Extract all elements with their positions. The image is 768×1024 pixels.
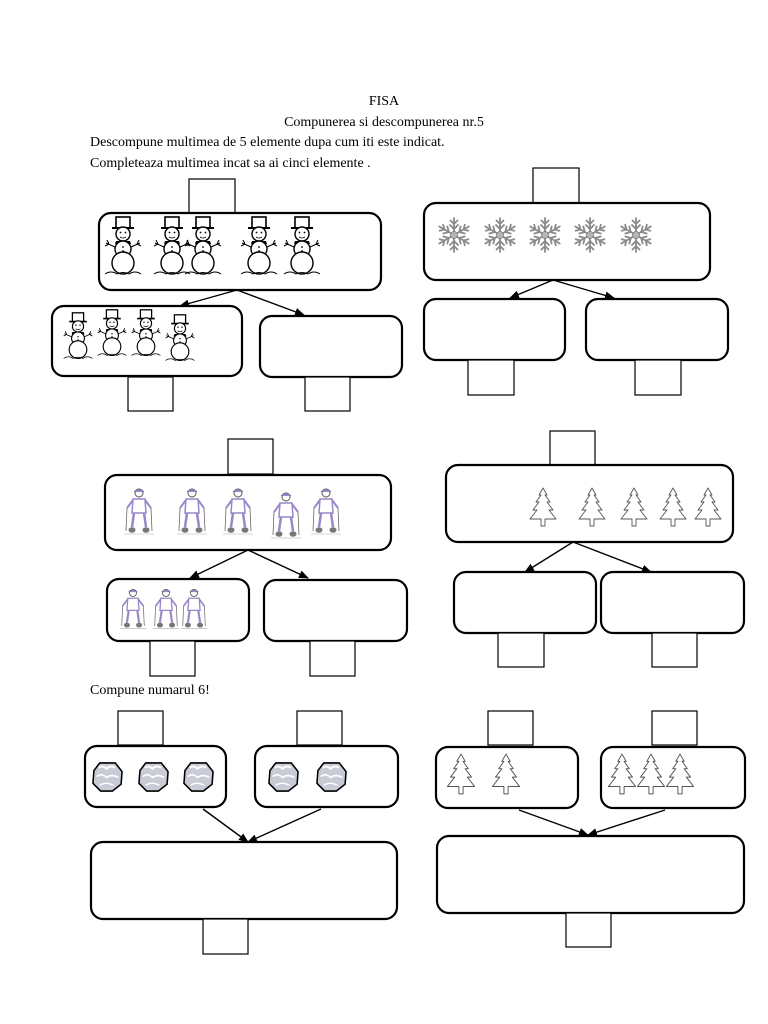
arrow-right	[248, 550, 308, 578]
exercise-fir-trees-compose	[436, 711, 745, 947]
exercise-snowflakes	[424, 168, 728, 395]
exercise-snowmen	[52, 179, 402, 411]
set-box-right[interactable]	[260, 316, 402, 377]
answer-box-right[interactable]	[652, 711, 697, 745]
arrow-left	[510, 280, 553, 298]
answer-box-top[interactable]	[189, 179, 235, 213]
arrow-right	[573, 542, 651, 572]
set-box-right[interactable]	[601, 572, 744, 633]
snowball-icon	[184, 763, 213, 791]
snowball-icon	[269, 763, 298, 791]
arrow-left	[203, 809, 248, 842]
answer-box-right[interactable]	[652, 633, 697, 667]
answer-box-right[interactable]	[305, 377, 350, 411]
answer-box-left[interactable]	[468, 360, 514, 395]
exercise-snowballs-compose	[85, 711, 398, 954]
answer-box-left[interactable]	[150, 641, 195, 676]
arrow-right	[588, 810, 665, 835]
arrow-right	[248, 809, 321, 842]
set-box-whole	[99, 213, 381, 290]
answer-box-right[interactable]	[635, 360, 681, 395]
section-heading-compose: Compune numarul 6!	[90, 683, 210, 698]
answer-box-left[interactable]	[128, 377, 173, 411]
answer-box-top[interactable]	[533, 168, 579, 203]
answer-box-bottom[interactable]	[203, 919, 248, 954]
arrow-left	[190, 550, 248, 578]
set-box-whole[interactable]	[437, 836, 744, 913]
arrow-right	[237, 290, 304, 315]
page-title: FISA	[368, 94, 400, 109]
set-box-left[interactable]	[454, 572, 596, 633]
instruction-line-1: Descompune multimea de 5 elemente dupa cum iti este indicat.	[90, 135, 445, 150]
arrow-left	[519, 810, 588, 835]
set-box-right[interactable]	[264, 580, 407, 641]
answer-box-right[interactable]	[297, 711, 342, 745]
set-box-left[interactable]	[424, 299, 565, 360]
exercise-skiers	[105, 439, 407, 676]
arrow-left	[180, 290, 237, 306]
answer-box-top[interactable]	[550, 431, 595, 465]
page-subtitle: Compunerea si descompunerea nr.5	[284, 115, 484, 130]
set-box-whole	[105, 475, 391, 550]
instruction-line-2: Completeaza multimea incat sa ai cinci elemente .	[90, 156, 371, 171]
set-box-whole[interactable]	[91, 842, 397, 919]
answer-box-top[interactable]	[228, 439, 273, 474]
answer-box-left[interactable]	[488, 711, 533, 745]
answer-box-left[interactable]	[118, 711, 163, 745]
set-box-right[interactable]	[586, 299, 728, 360]
arrow-right	[553, 280, 614, 298]
answer-box-bottom[interactable]	[566, 913, 611, 947]
exercise-fir-trees	[446, 431, 744, 667]
arrow-left	[525, 542, 573, 572]
answer-box-left[interactable]	[498, 633, 544, 667]
snowball-icon	[93, 763, 122, 791]
answer-box-right[interactable]	[310, 641, 355, 676]
snowball-icon	[139, 763, 168, 791]
snowball-icon	[317, 763, 346, 791]
